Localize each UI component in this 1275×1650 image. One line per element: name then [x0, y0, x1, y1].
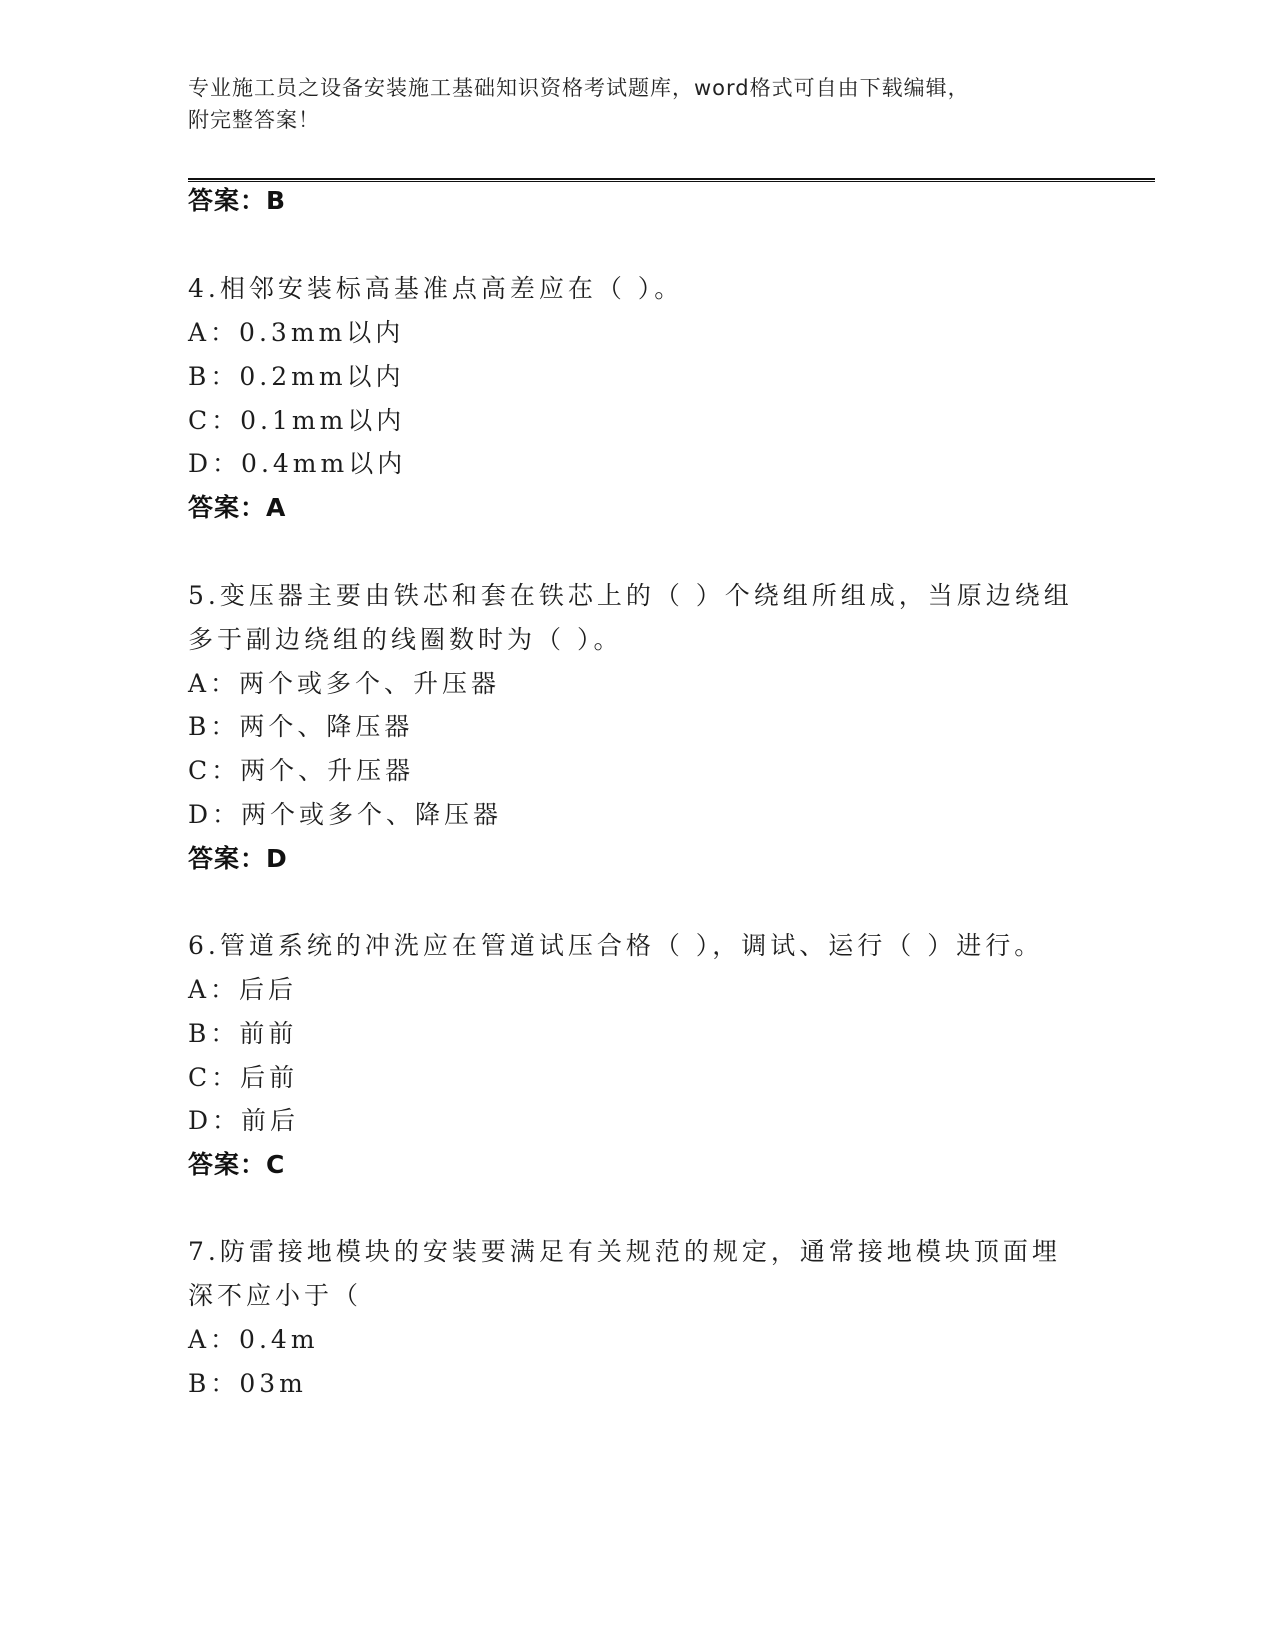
question-4-text: 4.相邻安装标高基准点高差应在（ ）。	[188, 274, 684, 303]
question-7-text-line-1: 7.防雷接地模块的安装要满足有关规范的规定，通常接地模块顶面埋	[188, 1237, 1061, 1266]
question-5-option-c: C：两个、升压器	[188, 756, 415, 785]
question-6-text: 6.管道系统的冲洗应在管道试压合格（ ），调试、运行（ ）进行。	[188, 931, 1044, 960]
answer-q5: 答案：D	[188, 844, 288, 873]
question-6-option-c: C：后前	[188, 1063, 299, 1092]
question-7-option-a: A：0.4m	[188, 1325, 319, 1354]
answer-q4: 答案：A	[188, 493, 287, 522]
question-5-option-b: B：两个、降压器	[188, 712, 414, 741]
question-5-text-line-1: 5.变压器主要由铁芯和套在铁芯上的（ ）个绕组所组成，当原边绕组	[188, 581, 1073, 610]
answer-q3: 答案：B	[188, 186, 287, 215]
document-header	[188, 72, 1068, 136]
question-4-option-b: B：0.2mm以内	[188, 362, 405, 391]
header-line-1: 专业施工员之设备安装施工基础知识资格考试题库，word格式可自由下载编辑，	[188, 76, 970, 100]
question-4-option-c: C：0.1mm以内	[188, 406, 406, 435]
question-4-option-a: A：0.3mm以内	[188, 318, 405, 347]
answer-q6: 答案：C	[188, 1150, 286, 1179]
question-4-option-d: D：0.4mm以内	[188, 449, 407, 478]
question-7-text-line-2: 深不应小于（	[188, 1281, 363, 1310]
question-6-option-b: B：前前	[188, 1019, 298, 1048]
question-5-text-line-2: 多于副边绕组的线圈数时为（ ）。	[188, 625, 623, 654]
question-6-option-a: A：后后	[188, 975, 298, 1004]
question-5-option-a: A：两个或多个、升压器	[188, 669, 501, 698]
question-7-option-b: B：03m	[188, 1369, 307, 1398]
header-divider	[188, 178, 1155, 182]
header-line-2: 附完整答案！	[188, 108, 320, 132]
question-5-option-d: D：两个或多个、降压器	[188, 800, 503, 829]
question-6-option-d: D：前后	[188, 1106, 300, 1135]
